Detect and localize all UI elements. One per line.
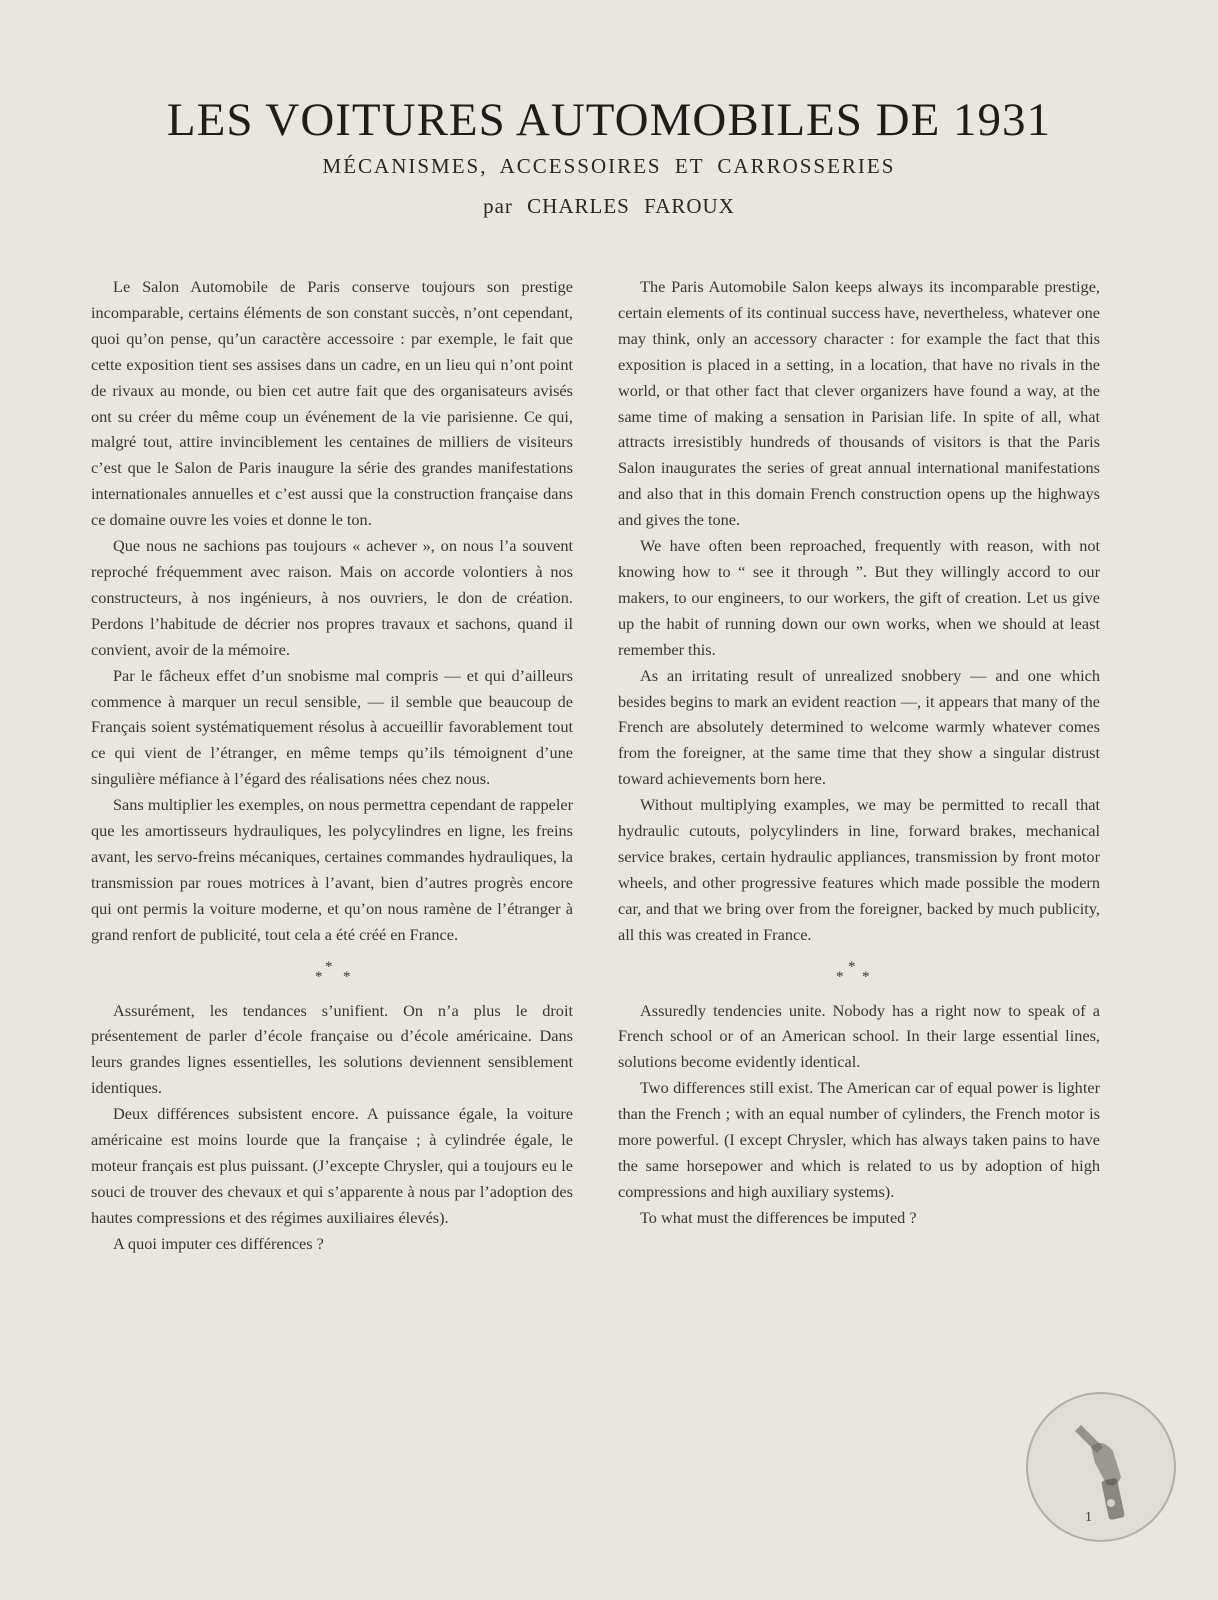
paragraph: Le Salon Automobile de Paris conserve toujours son prestige incomparable, certains éléments de son constant succès, n’ont cependant, quoi qu’on pense, qu’un caractère accessoire : par exemple, le fait que cette exposition tient ses assises dans un cadre, en un lieu qui n’ont point de rivaux au monde, ou bien cet autre fait que des organisateurs avisés ont su créer du même coup un événement de la vie parisienne. Ce qui, malgré tout, attire invinciblement les centaines de milliers de visiteurs c’est que le Salon de Paris inaugure la série des grandes manifestations internationales annuelles et c’est aussi que la construction française dans ce domaine ouvre les voies et donne le ton.: [91, 277, 573, 530]
paragraph: Par le fâcheux effet d’un snobisme mal compris — et qui d’ailleurs commence à marquer un recul sensible, — il semble que beaucoup de Français soient systématiquement résolus à accueillir favorablement tout ce qui vient de l’étranger, en même temps qu’ils témoignent d’une singulière méfiance à l’égard des réalisations nées chez nous.: [91, 665, 573, 789]
paragraph: To what must the differences be imputed ?: [640, 1207, 917, 1227]
paragraph: Deux différences subsistent encore. A puissance égale, la voiture américaine est moins lourde que la française ; à cylindrée égale, le moteur français est plus puissant. (J’excepte Chrysler, qui a toujours eu le souci de trouver des chevaux et qui s’apparente à nous par l’adoption des hautes compressions et des régimes auxiliaires élevés).: [91, 1104, 573, 1227]
paragraph: The Paris Automobile Salon keeps always its incomparable prestige, certain elements of its continual success have, nevertheless, whatever one may think, only an accessory character : for example the fact that this exposition is placed in a setting, in a location, that have no rivals in the world, or that other fact that clever organizers have found a way, at the same time of making a sensation in Parisian life. In spite of all, what attracts irresistibly hundreds of thousands of visitors is that the Paris Salon inaugurates the series of great annual international manifestations and also that in this domain French construction opens up the highways and gives the tone.: [618, 277, 1100, 530]
paragraph: Without multiplying examples, we may be permitted to recall that hydraulic cutouts, polycylinders in line, forward brakes, mechanical service brakes, certain hydraulic appliances, transmission by front motor wheels, and other progressive features which made possible the modern car, and that we bring over from the foreigner, backed by much publicity, all this was created in France.: [618, 795, 1100, 944]
paragraph: As an irritating result of unrealized snobbery — and one which besides begins to mark an evident reaction —, it appears that many of the French are absolutely determined to welcome warmly whatever comes from the foreigner, at the same time that they show a singular distrust toward achievements born here.: [618, 665, 1100, 789]
page-subtitle: MÉCANISMES, ACCESSOIRES ET CARROSSERIES: [322, 154, 896, 178]
page-number: 1: [1085, 1510, 1092, 1525]
french-column: [91, 274, 573, 1257]
section-separator: * * *: [315, 958, 351, 985]
english-column: [618, 274, 1100, 1231]
page-title: LES VOITURES AUTOMOBILES DE 1931: [166, 94, 1052, 146]
paragraph: Two differences still exist. The American car of equal power is lighter than the French ; with an equal number of cylinders, the French motor is more powerful. (I except Chrysler, which has always taken pains to have the same horsepower and which is related to us by adoption of high compressions and high auxiliary systems).: [618, 1078, 1100, 1201]
paragraph: Assurément, les tendances s’unifient. On n’a plus le droit présentement de parler d’école française ou d’école américaine. Dans leurs grandes lignes essentielles, les solutions deviennent sensiblement identiques.: [91, 1000, 573, 1098]
author-byline: par CHARLES FAROUX: [483, 194, 735, 218]
hand-tool-icon: [1041, 1407, 1161, 1527]
paragraph: Sans multiplier les exemples, on nous permettra cependant de rappeler que les amortisseurs hydrauliques, les polycylindres en ligne, les freins avant, les servo-freins mécaniques, certaines commandes hydrauliques, la transmission par roues motrices à l’avant, bien d’autres progrès encore qui ont permis la voiture moderne, et qu’on nous ramène de l’étranger à grand renfort de publicité, tout cela a été créé en France.: [91, 795, 573, 944]
section-separator: * * *: [836, 958, 870, 985]
paragraph: Assuredly tendencies unite. Nobody has a right now to speak of a French school or of an American school. In their large essential lines, solutions become evidently identical.: [618, 1000, 1100, 1072]
library-stamp-icon: [1026, 1392, 1176, 1542]
paragraph: We have often been reproached, frequently with reason, with not knowing how to “ see it through ”. But they willingly accord to our makers, to our engineers, to our workers, the gift of creation. Let us give up the habit of running down our own works, when we should at least remember this.: [618, 536, 1100, 659]
paragraph: A quoi imputer ces différences ?: [113, 1233, 324, 1253]
paragraph: Que nous ne sachions pas toujours « achever », on nous l’a souvent reproché fréquemment avec raison. Mais on accorde volontiers à nos constructeurs, à nos ingénieurs, à nos ouvriers, le don de création. Perdons l’habitude de décrier nos propres travaux et sachons, quand il convient, avoir de la mémoire.: [91, 536, 573, 659]
